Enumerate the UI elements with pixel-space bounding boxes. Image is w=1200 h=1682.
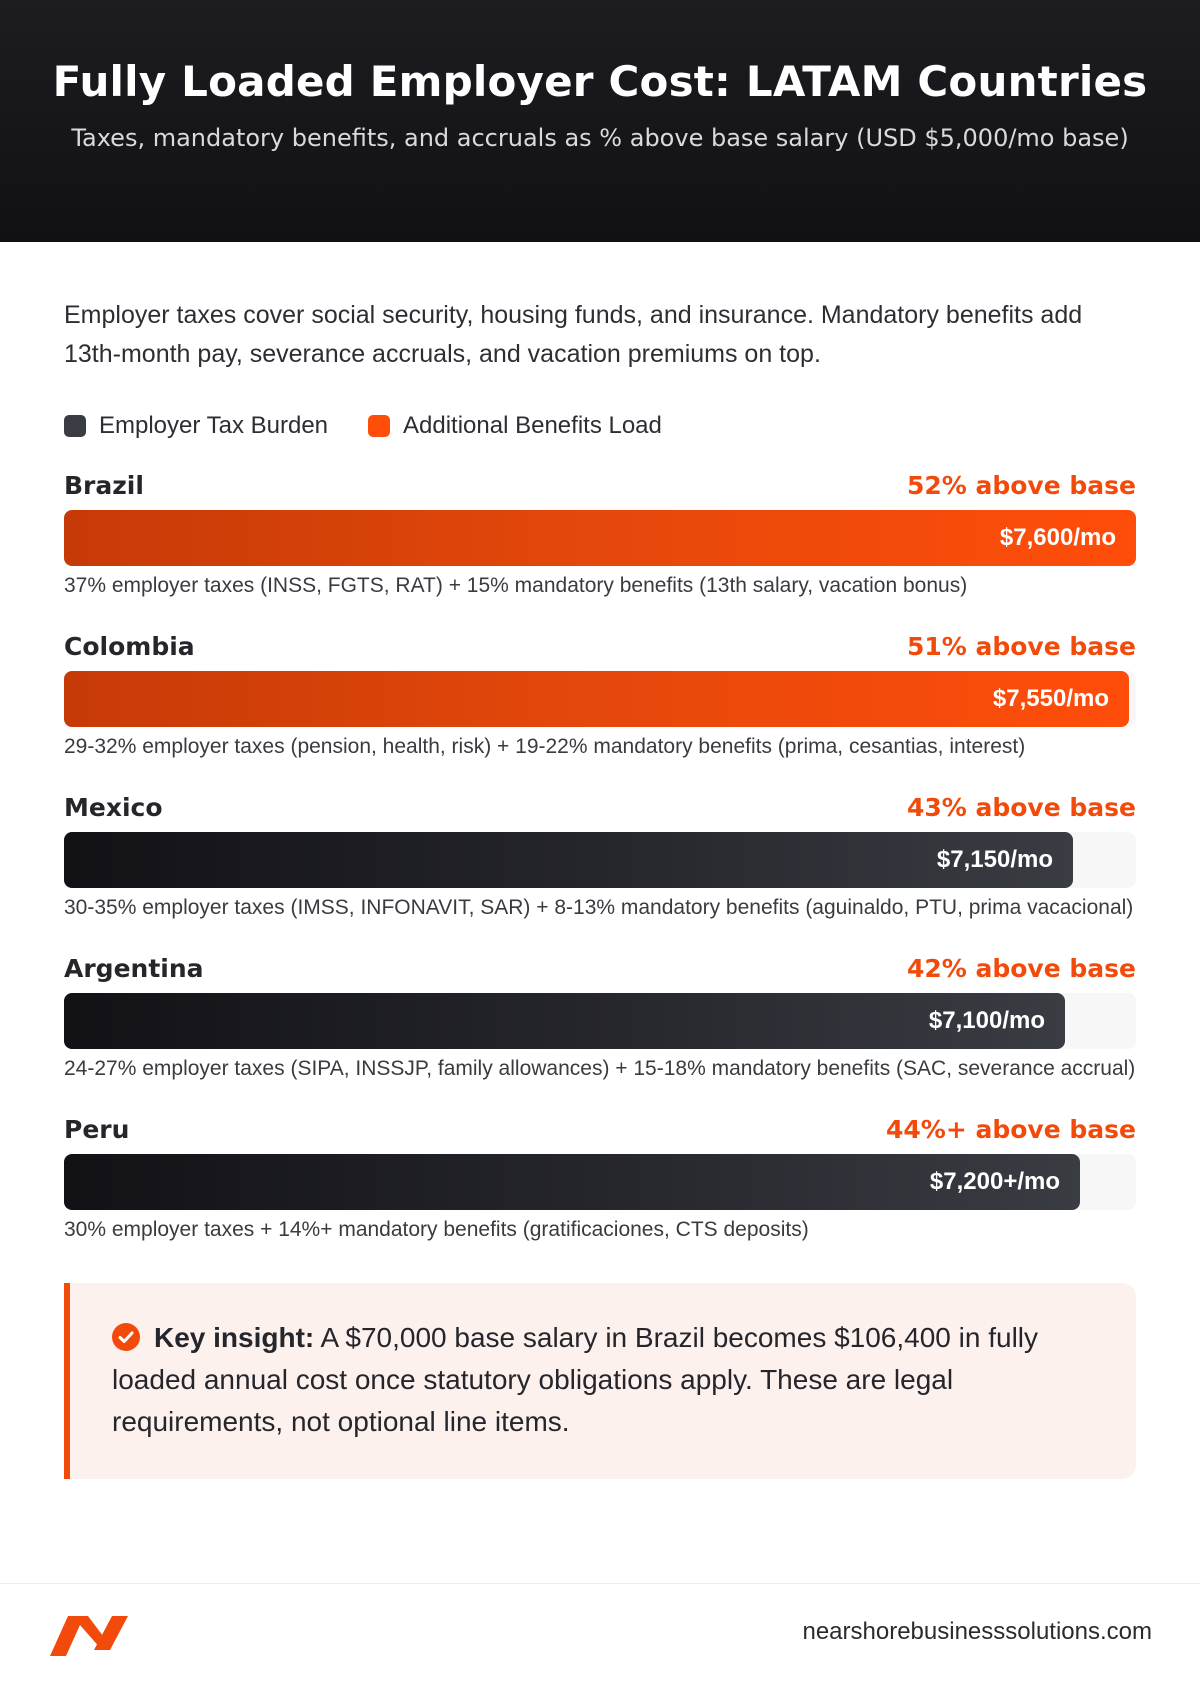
chart-row-header <box>64 782 1136 822</box>
bar-breakdown-note: 29-32% employer taxes (pension, health, risk) + 19-22% mandatory benefits (prima, cesantias, interest) <box>64 735 1026 758</box>
bar-track <box>64 993 1136 1049</box>
category-label: Peru <box>64 1115 130 1144</box>
category-label: Argentina <box>64 954 204 983</box>
bar-track <box>64 1154 1136 1210</box>
chart-row <box>64 782 1136 921</box>
brand-logo <box>48 1610 144 1663</box>
category-label: Brazil <box>64 471 144 500</box>
page-subtitle: Taxes, mandatory benefits, and accruals as % above base salary (USD $5,000/mo base) <box>71 124 1129 152</box>
legend-label-tax: Employer Tax Burden <box>99 412 329 439</box>
legend-item-benefits <box>368 412 662 440</box>
bar <box>64 993 1065 1049</box>
bar-value-label: $7,150/mo <box>936 846 1053 873</box>
category-label: Mexico <box>64 793 163 822</box>
bar-value-label: $7,100/mo <box>928 1007 1045 1034</box>
header-banner <box>0 0 1200 242</box>
legend-label-benefits: Additional Benefits Load <box>403 412 662 439</box>
bar-chart <box>64 460 1136 1243</box>
bar <box>64 832 1073 888</box>
legend-swatch-benefits <box>368 415 390 437</box>
category-label: Colombia <box>64 632 195 661</box>
bar-track <box>64 832 1136 888</box>
chart-row-header <box>64 460 1136 500</box>
intro-paragraph: Employer taxes cover social security, housing funds, and insurance. Mandatory benefits add 13th-month pay, severance accruals, and vacation premiums on top. <box>64 301 1083 368</box>
main-content <box>0 296 1200 1479</box>
bar-breakdown-note: 30% employer taxes + 14%+ mandatory benefits (gratificaciones, CTS deposits) <box>64 1218 809 1241</box>
chart-row-header <box>64 943 1136 983</box>
check-circle-icon <box>112 1323 140 1351</box>
chart-row-header <box>64 1104 1136 1144</box>
bar <box>64 1154 1080 1210</box>
pct-above-base-label: 42% above base <box>906 954 1136 983</box>
pct-above-base-label: 43% above base <box>906 793 1136 822</box>
bar-breakdown-note: 30-35% employer taxes (IMSS, INFONAVIT, SAR) + 8-13% mandatory benefits (aguinaldo, PTU, prima vacacional) <box>64 896 1134 919</box>
pct-above-base-label: 52% above base <box>906 471 1136 500</box>
footer <box>0 1583 1200 1682</box>
insight-text-block <box>112 1317 1096 1443</box>
bar-track <box>64 510 1136 566</box>
key-insight-callout <box>64 1283 1136 1479</box>
pct-above-base-label: 44%+ above base <box>886 1115 1136 1144</box>
bar-breakdown-note: 24-27% employer taxes (SIPA, INSSJP, family allowances) + 15-18% mandatory benefits (SAC, severance accrual) <box>64 1057 1136 1080</box>
page-title: Fully Loaded Employer Cost: LATAM Countries <box>52 57 1148 106</box>
chart-legend <box>64 410 1136 442</box>
bar <box>64 671 1129 727</box>
chart-row <box>64 1104 1136 1243</box>
bar-breakdown-note: 37% employer taxes (INSS, FGTS, RAT) + 15% mandatory benefits (13th salary, vacation bonus) <box>64 574 968 597</box>
pct-above-base-label: 51% above base <box>906 632 1136 661</box>
insight-label: Key insight: <box>154 1322 315 1353</box>
chart-row <box>64 460 1136 599</box>
legend-swatch-tax <box>64 415 86 437</box>
bar-value-label: $7,550/mo <box>992 685 1109 712</box>
bar-value-label: $7,600/mo <box>999 524 1116 551</box>
insight-body: A $70,000 base salary in Brazil becomes $106,400 in fully loaded annual cost once statutory obligations apply. These are legal requirements, not optional line items. <box>112 1322 1039 1437</box>
chart-row-header <box>64 621 1136 661</box>
chart-row <box>64 943 1136 1082</box>
legend-item-tax <box>64 412 328 440</box>
footer-website[interactable]: nearshorebusinesssolutions.com <box>802 1618 1152 1645</box>
bar-track <box>64 671 1136 727</box>
chart-row <box>64 621 1136 760</box>
bar-value-label: $7,200+/mo <box>929 1168 1060 1195</box>
bar <box>64 510 1136 566</box>
